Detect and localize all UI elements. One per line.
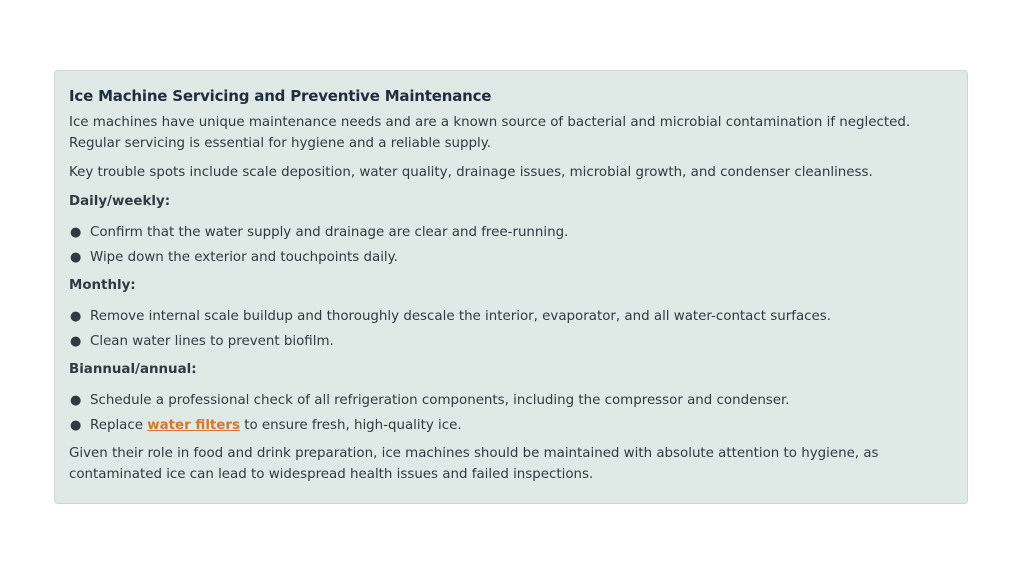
daily-weekly-list bbox=[69, 220, 953, 270]
biannual-annual-list bbox=[69, 388, 953, 438]
monthly-list bbox=[69, 304, 953, 354]
list-item-text: Wipe down the exterior and touchpoints daily. bbox=[90, 250, 398, 265]
trouble-spots-paragraph: Key trouble spots include scale deposition, water quality, drainage issues, microbial growth, and condenser cleanliness. bbox=[69, 165, 873, 180]
intro-paragraph: Ice machines have unique maintenance needs and are a known source of bacterial and microbial contamination if neglected. Regular servicing is essential for hygiene and a reliable supply. bbox=[69, 115, 911, 151]
replace-prefix-text: Replace bbox=[90, 418, 148, 433]
list-item bbox=[69, 304, 953, 329]
bullet-icon: ● bbox=[70, 393, 82, 408]
list-item bbox=[69, 220, 953, 245]
bullet-icon: ● bbox=[70, 225, 82, 240]
maintenance-card bbox=[54, 70, 968, 504]
bullet-icon: ● bbox=[70, 334, 82, 349]
list-item bbox=[69, 413, 953, 438]
closing-paragraph: Given their role in food and drink preparation, ice machines should be maintained with absolute attention to hygiene, as contaminated ice can lead to widespread health issues and failed inspections. bbox=[69, 446, 879, 482]
list-item-text: Confirm that the water supply and drainage are clear and free-running. bbox=[90, 225, 569, 240]
bullet-icon: ● bbox=[70, 418, 82, 433]
card-title: Ice Machine Servicing and Preventive Maintenance bbox=[69, 87, 492, 105]
bullet-icon: ● bbox=[70, 309, 82, 324]
list-item bbox=[69, 329, 953, 354]
list-item-text: Schedule a professional check of all refrigeration components, including the compressor and condenser. bbox=[90, 393, 790, 408]
monthly-heading: Monthly: bbox=[69, 278, 136, 293]
water-filters-link[interactable]: water filters bbox=[147, 418, 240, 433]
list-item bbox=[69, 245, 953, 270]
list-item bbox=[69, 388, 953, 413]
bullet-icon: ● bbox=[70, 250, 82, 265]
biannual-annual-heading: Biannual/annual: bbox=[69, 362, 197, 377]
replace-suffix-text: to ensure fresh, high-quality ice. bbox=[239, 418, 462, 433]
list-item-text: Clean water lines to prevent biofilm. bbox=[90, 334, 334, 349]
list-item-text: Remove internal scale buildup and thoroughly descale the interior, evaporator, and all water-contact surfaces. bbox=[90, 309, 831, 324]
daily-weekly-heading: Daily/weekly: bbox=[69, 194, 171, 209]
